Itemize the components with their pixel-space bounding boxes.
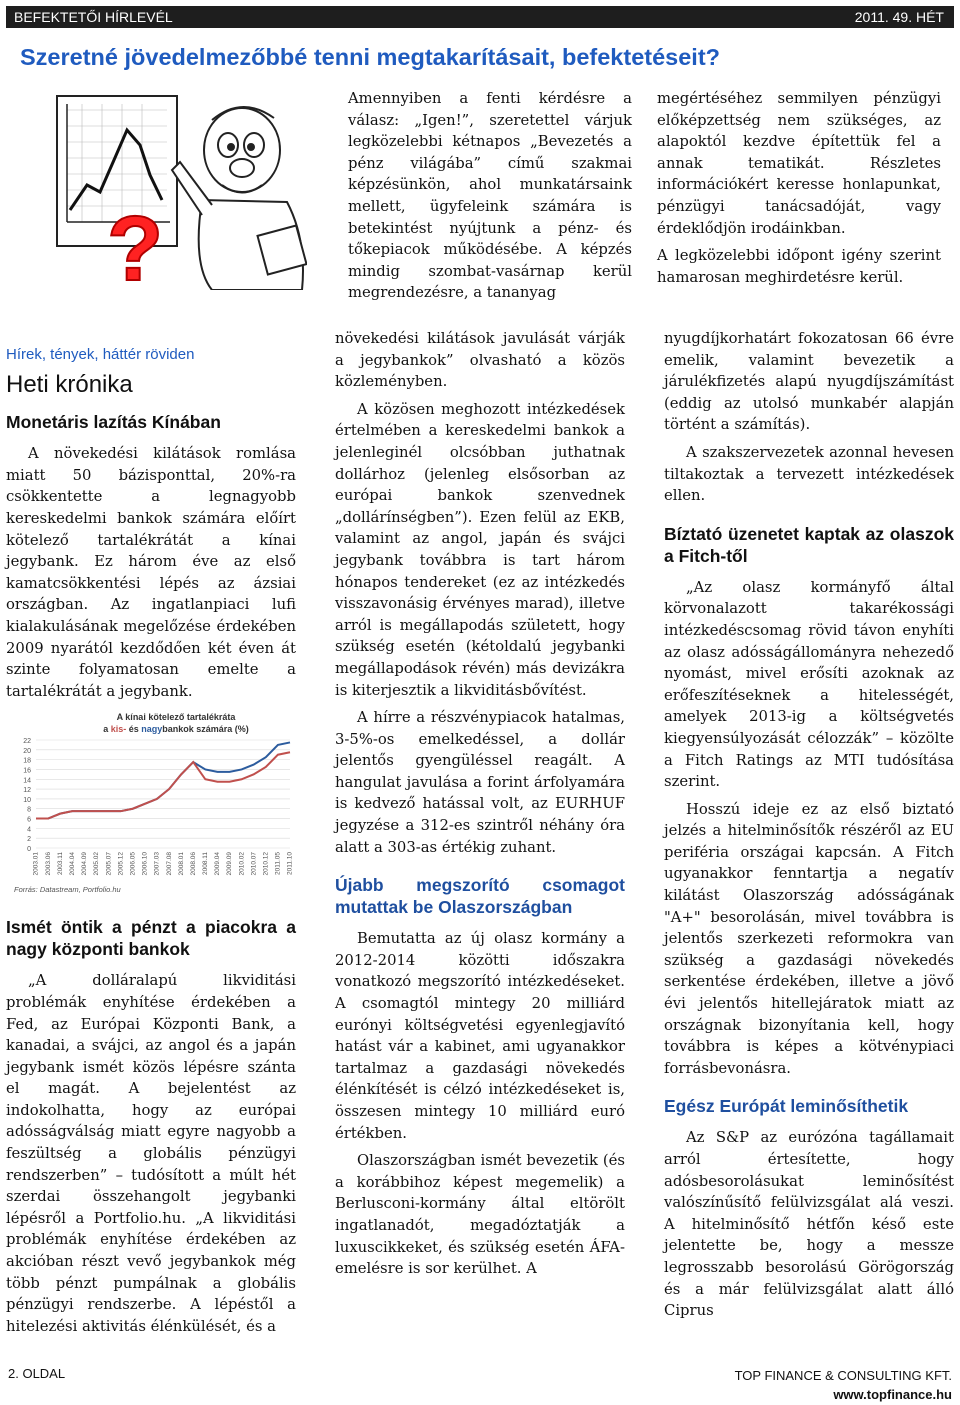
article-central-banks-p3: A közösen meghozott intézkedések értelmében a kereskedelmi bankok a jelenleginél olcsóbban juthatnak dollárhoz (jelenleg elsősorban az európai bankok szenvednek „dollárínségben”). Ezen felül az EKB, valamint az angol, japán és svájci jegybank továbbra is tart három hónapos tendereket (ez az intézkedés visszavonásig érvényes marad), illetve arról is megállapodás született, hogy szükség esetén (kétoldalú jegybanki megállapodások révén) más devizákra is kiterjesztik a likviditásbővítést. (335, 400, 625, 699)
intro-text-2: megértéséhez semmilyen pénzügyi előképzettség nem szükséges, az alapoktól kezdve építettük fel a annak tematikát. Részletes információkért keresse honlapunkat, pénzügyi tanácsadóját, vagy érdeklődjön irodáinkban. (657, 90, 941, 237)
column-middle (335, 328, 625, 1286)
column-left (6, 328, 296, 1343)
chart-y-tick-label: 2 (27, 836, 31, 844)
cartoon-man-with-chart-icon (52, 90, 307, 290)
article-fitch-p1: „Az olasz kormányfő által körvonalazott takarékossági intézkedéscsomag rövid távon enyhíti az olasz adósságállományra nehezedő nyomást, mivel erősíti azoknak az erőfeszítéseknek a hitelességét, amelyek 2013-ig a költségvetés kiegyensúlyozását célozzák” – közölte a Fitch Ratings az MTI tudósítása szerint. (664, 578, 954, 791)
chart-x-tick-label: 2008.06 (189, 852, 197, 876)
section-title: Heti krónika (6, 370, 133, 398)
intro-column-1 (348, 88, 632, 310)
page-number: 2. OLDAL (8, 1366, 66, 1381)
chart-title-line1: A kínai kötelező tartalékráta (116, 712, 236, 723)
article-body-china: A növekedési kilátások romlása miatt 50 bázisponttal, 20%-ra csökkentette a legnagyobb kereskedelmi bankok számára előírt kötelező tartalékrátát a kínai jegybank. Ez három éve az első kamatcsökkentési lépés az ázsiai országban. Az ingatlanpiaci lufi kialakulásának megelőzése érdekében 2009 nyarától kezdődően két éven át szinte folyamatosan emelte a tartalékrátát a jegybank. (6, 445, 296, 700)
chart-x-tick-label: 2011.10 (286, 852, 294, 876)
article-central-banks-p4: A hírre a részvénypiacok hatalmas, 3-5%-os emelkedéssel, a dollár jelentős gyengüléssel reagált. A hangulat javulása a forint árfolyamára is kedvező hatással volt, az EURHUF jegyzése a 312-es szintről néhány óra alatt a 303-as értékig zuhant. (335, 709, 625, 856)
chart-x-tick-label: 2006.10 (141, 852, 149, 876)
reserve-ratio-chart (6, 708, 298, 896)
chart-x-tick-label: 2005.02 (93, 852, 101, 876)
issue-label: 2011. 49. HÉT (854, 9, 944, 25)
chart-x-tick-label: 2007.03 (153, 852, 161, 876)
chart-y-tick-label: 8 (27, 807, 31, 815)
chart-x-tick-label: 2003.06 (44, 852, 52, 876)
chart-y-tick-label: 6 (27, 816, 31, 824)
article-italy-p2: Olaszországban ismét bevezetik (és a korábbihoz képest megemelik) a Berlusconi-kormány által eltörölt ingatlanadót, megadóztatják a luxuscikkeket, és szükség esetén ÁFA-emelésre is sor kerülhet. A (335, 1152, 625, 1278)
intro-text-1: Amennyiben a fenti kérdésre a válasz: „Igen!”, szeretettel várjuk legközelebbi kétnapos „Bevezetés a pénz világába” című szakmai képzésünkön, ahol munkatársaink mellett, ügyfeleink számára is betekintést nyújtunk a pénz- és tőkepiacok működésébe. A képzés mindig szombat-vasárnap kerül megrendezésre, a tananyag (348, 90, 632, 302)
article-italy-p3: nyugdíjkorhatárt fokozatosan 66 évre emelik, valamint bevezetik a járulékfizetés alapú nyugdíjszámítást (eddig az utolsó munkabér alapján történt a számítás). (664, 330, 954, 434)
chart-y-ticks (23, 738, 31, 853)
chart-y-tick-label: 14 (23, 777, 31, 785)
chart-x-tick-label: 2008.01 (177, 852, 185, 876)
chart-x-tick-label: 2011.05 (274, 852, 282, 876)
chart-x-tick-label: 2004.04 (69, 852, 77, 876)
chart-x-tick-label: 2003.11 (56, 852, 64, 876)
intro-column-2 (657, 88, 941, 294)
company-name: TOP FINANCE & CONSULTING KFT. (734, 1368, 952, 1383)
article-title-italy: Újabb megszorító csomagot mutattak be Olaszországban (335, 875, 625, 918)
article-central-banks-p2: növekedési kilátások javulását várják a jegybankok” olvasható a közös közleményben. (335, 330, 625, 391)
publication-title: BEFEKTETŐI HÍRLEVÉL (14, 9, 173, 25)
chart-source: Forrás: Datastream, Portfolio.hu (14, 885, 121, 895)
article-italy-p1: Bemutatta az új olasz kormány a 2012-2014 közötti időszakra vonatkozó megszorító intézkedéseket. A csomagtól mintegy 20 milliárd eurónyi költségvetési egyenlegjavító hatást vár a kabinet, ami ugyanakkor tartalmaz a gazdasági növekedés élénkítését is célzó intézkedéseket is, összesen mintegy 10 milliárd euró értékben. (335, 930, 625, 1142)
question-mark-icon: ? (107, 198, 164, 290)
chart-x-tick-label: 2010.02 (238, 852, 246, 876)
chart-y-tick-label: 18 (23, 757, 31, 765)
article-sp-p1: Az S&P az eurózóna tagállamait arról értesítette, hogy adósbesorolásukat leminősítést valószínűsítő felülvizsgálat alá veszi. A hitelminősítő hétfőn késő este jelentette be, hogy a messze legrosszabb besorolású Görögország és a már felülvizsgálat alatt álló Ciprus (664, 1129, 954, 1320)
chart-y-tick-label: 22 (23, 738, 31, 746)
article-title-central-banks: Ismét öntik a pénzt a piacokra a nagy központi bankok (6, 917, 296, 960)
header-bar (6, 6, 954, 28)
chart-x-tick-label: 2004.09 (81, 852, 89, 876)
chart-series (36, 743, 290, 819)
website-link[interactable]: www.topfinance.hu (833, 1387, 952, 1402)
article-central-banks-p1: „A dolláralapú likviditási problémák enyhítése érdekében a Fed, az Európai Központi Bank, a kanadai, a svájci, az angol és a japán jegybank ismét közös lépésre szánta el magát. A bejelentést az indokolhatta, hogy az európai adósságválság miatt egyre nagyobb a feszültség a globális pénzügyi rendszerben” – tudósított a múlt hét szerdai összehangolt jegybanki lépésről a Portfolio.hu. „A likviditási problémák enyhítése érdekében az akcióban részt vevő jegybankok még több pénzt pumpálnak a globális pénzügyi rendszerbe. A lépéstől a hitelezési aktivitás élénkülését, és a (6, 972, 296, 1335)
chart-x-tick-label: 2006.05 (129, 852, 137, 876)
chart-y-tick-label: 12 (23, 787, 31, 795)
chart-x-tick-label: 2008.11 (202, 852, 210, 876)
article-title-fitch: Bíztató üzenetet kaptak az olaszok a Fitch-től (664, 523, 954, 566)
chart-x-tick-label: 2010.07 (250, 852, 258, 876)
column-right (664, 328, 954, 1328)
chart-y-tick-label: 4 (27, 826, 31, 834)
chart-x-tick-label: 2009.09 (226, 852, 234, 876)
section-kicker: Hírek, tények, háttér röviden (6, 346, 195, 363)
chart-y-tick-label: 0 (27, 846, 31, 854)
chart-title-line2: a kis- és nagybankok számára (%) (103, 724, 249, 735)
chart-x-tick-label: 2007.08 (165, 852, 173, 876)
intro-text-3: A legközelebbi időpont igény szerint hamarosan meghirdetésre kerül. (657, 247, 941, 286)
chart-x-tick-label: 2010.12 (262, 852, 270, 876)
chart-y-tick-label: 16 (23, 767, 31, 775)
chart-x-ticks (33, 852, 294, 876)
page-headline: Szeretné jövedelmezőbbé tenni megtakarításait, befektetéseit? (20, 44, 721, 70)
chart-x-tick-label: 2005.07 (105, 852, 113, 876)
chart-y-tick-label: 10 (23, 797, 31, 805)
chart-series-line-nagy (36, 743, 290, 819)
chart-x-tick-label: 2003.01 (32, 852, 40, 876)
chart-x-tick-label: 2009.04 (214, 852, 222, 876)
article-fitch-p2: Hosszú ideje ez az első biztató jelzés a hitelminősítők részéről az EU periféria országai kapcsán. A Fitch ugyanakkor fenntartja a negatív kilátást Olaszország adósságának "A+" besorolásán, mivel továbbra is jelentős szerkezeti reformokra van szükség a gazdasági növekedés serkentése érdekében, illetve a jövő évi jelentős hitellejáratok miatt az országnak bizonyítania kell, hogy továbbra is képes a kötvénypiaci forrásbevonásra. (664, 800, 954, 1077)
article-italy-p4: A szakszervezetek azonnal hevesen tiltakoztak a tervezett intézkedések ellen. (664, 443, 954, 505)
chart-x-tick-label: 2005.12 (117, 852, 125, 876)
article-title-sp: Egész Európát leminősíthetik (664, 1096, 909, 1117)
chart-y-tick-label: 20 (23, 748, 31, 756)
company-block (735, 1366, 952, 1404)
article-title-china: Monetáris lazítás Kínában (6, 412, 221, 433)
